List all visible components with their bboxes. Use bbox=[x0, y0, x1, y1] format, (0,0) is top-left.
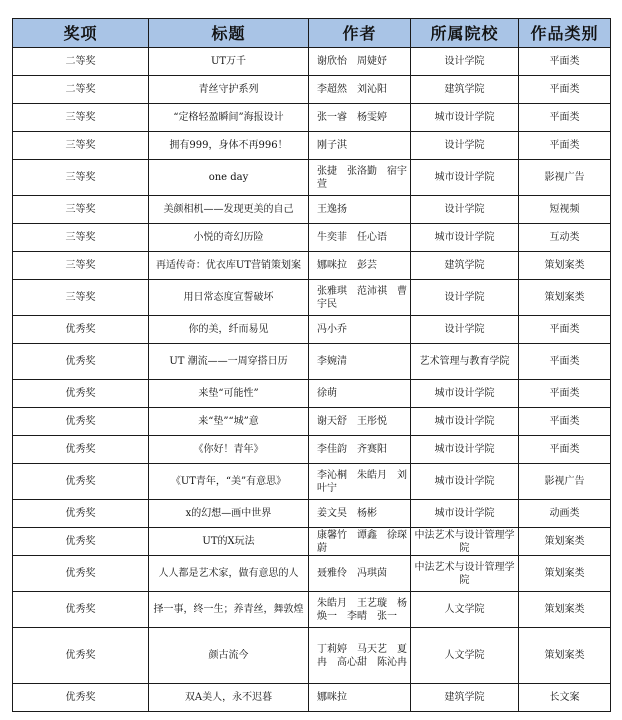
cell-award: 二等奖 bbox=[13, 76, 149, 104]
cell-school: 人文学院 bbox=[411, 628, 519, 684]
table-row bbox=[13, 592, 611, 628]
cell-author: 李佳韵 齐赛阳 bbox=[309, 436, 411, 464]
cell-award: 三等奖 bbox=[13, 132, 149, 160]
cell-award: 优秀奖 bbox=[13, 528, 149, 556]
cell-title: 再适传奇：优衣库UT营销策划案 bbox=[149, 252, 309, 280]
cell-author: 张雅琪 范沛祺 曹宇民 bbox=[309, 280, 411, 316]
cell-category: 平面类 bbox=[519, 132, 611, 160]
cell-title: 你的美，纤而易见 bbox=[149, 316, 309, 344]
cell-school: 设计学院 bbox=[411, 132, 519, 160]
cell-category: 短视频 bbox=[519, 196, 611, 224]
table-row bbox=[13, 196, 611, 224]
cell-author: 娜咪拉 bbox=[309, 684, 411, 712]
header-row bbox=[13, 19, 611, 48]
header-author: 作者 bbox=[309, 19, 411, 48]
cell-category: 平面类 bbox=[519, 344, 611, 380]
cell-school: 设计学院 bbox=[411, 280, 519, 316]
cell-category: 影视广告 bbox=[519, 160, 611, 196]
cell-award: 优秀奖 bbox=[13, 628, 149, 684]
cell-category: 平面类 bbox=[519, 48, 611, 76]
table-row bbox=[13, 436, 611, 464]
cell-school: 建筑学院 bbox=[411, 252, 519, 280]
cell-award: 三等奖 bbox=[13, 160, 149, 196]
cell-title: 拥有999，身体不再996！ bbox=[149, 132, 309, 160]
cell-author: 朱皓月 王艺璇 杨焕一 李晴 张一 bbox=[309, 592, 411, 628]
cell-category: 长文案 bbox=[519, 684, 611, 712]
cell-category: 策划案类 bbox=[519, 280, 611, 316]
cell-award: 优秀奖 bbox=[13, 316, 149, 344]
table-row bbox=[13, 224, 611, 252]
table-row bbox=[13, 684, 611, 712]
cell-author: 张一睿 杨雯婷 bbox=[309, 104, 411, 132]
cell-school: 城市设计学院 bbox=[411, 160, 519, 196]
cell-school: 设计学院 bbox=[411, 196, 519, 224]
table-body bbox=[13, 48, 611, 712]
table-row bbox=[13, 500, 611, 528]
cell-category: 策划案类 bbox=[519, 252, 611, 280]
cell-school: 人文学院 bbox=[411, 592, 519, 628]
cell-school: 城市设计学院 bbox=[411, 104, 519, 132]
cell-school: 城市设计学院 bbox=[411, 436, 519, 464]
cell-award: 三等奖 bbox=[13, 104, 149, 132]
cell-category: 平面类 bbox=[519, 380, 611, 408]
cell-category: 平面类 bbox=[519, 76, 611, 104]
cell-school: 城市设计学院 bbox=[411, 500, 519, 528]
cell-title: UT万千 bbox=[149, 48, 309, 76]
cell-author: 王逸扬 bbox=[309, 196, 411, 224]
header-school: 所属院校 bbox=[411, 19, 519, 48]
cell-author: 丁莉婷 马天艺 夏冉 高心甜 陈沁冉 bbox=[309, 628, 411, 684]
cell-category: 平面类 bbox=[519, 436, 611, 464]
cell-title: 用日常态度宣誓破坏 bbox=[149, 280, 309, 316]
cell-author: 李超然 刘沁阳 bbox=[309, 76, 411, 104]
cell-school: 建筑学院 bbox=[411, 76, 519, 104]
cell-author: 徐萌 bbox=[309, 380, 411, 408]
table-row bbox=[13, 344, 611, 380]
cell-title: 小悦的奇幻历险 bbox=[149, 224, 309, 252]
cell-author: 娜咪拉 彭芸 bbox=[309, 252, 411, 280]
table-row bbox=[13, 628, 611, 684]
cell-author: 谢欣怡 周婕妤 bbox=[309, 48, 411, 76]
cell-title: 青丝守护系列 bbox=[149, 76, 309, 104]
cell-award: 优秀奖 bbox=[13, 684, 149, 712]
cell-category: 策划案类 bbox=[519, 556, 611, 592]
cell-category: 策划案类 bbox=[519, 528, 611, 556]
cell-author: 冯小乔 bbox=[309, 316, 411, 344]
cell-title: 《UT青年，“美”有意思》 bbox=[149, 464, 309, 500]
cell-school: 城市设计学院 bbox=[411, 380, 519, 408]
cell-title: one day bbox=[149, 160, 309, 196]
cell-category: 互动类 bbox=[519, 224, 611, 252]
cell-title: “定格轻盈瞬间”海报设计 bbox=[149, 104, 309, 132]
cell-author: 张捷 张洛勤 宿宇萱 bbox=[309, 160, 411, 196]
table-row bbox=[13, 160, 611, 196]
cell-author: 聂雅伶 冯琪茵 bbox=[309, 556, 411, 592]
header-category: 作品类别 bbox=[519, 19, 611, 48]
header-title: 标题 bbox=[149, 19, 309, 48]
cell-author: 李婉清 bbox=[309, 344, 411, 380]
table-row bbox=[13, 464, 611, 500]
cell-school: 城市设计学院 bbox=[411, 408, 519, 436]
cell-author: 牛奕菲 任心语 bbox=[309, 224, 411, 252]
cell-school: 城市设计学院 bbox=[411, 464, 519, 500]
cell-award: 优秀奖 bbox=[13, 500, 149, 528]
cell-title: 择一事，终一生；养青丝，舞敦煌 bbox=[149, 592, 309, 628]
cell-author: 李沁桐 朱皓月 刘叶宁 bbox=[309, 464, 411, 500]
cell-school: 中法艺术与设计管理学院 bbox=[411, 528, 519, 556]
cell-award: 优秀奖 bbox=[13, 380, 149, 408]
cell-school: 建筑学院 bbox=[411, 684, 519, 712]
cell-award: 三等奖 bbox=[13, 224, 149, 252]
table-row bbox=[13, 280, 611, 316]
cell-category: 平面类 bbox=[519, 104, 611, 132]
table-row bbox=[13, 528, 611, 556]
cell-award: 优秀奖 bbox=[13, 344, 149, 380]
cell-category: 平面类 bbox=[519, 408, 611, 436]
cell-author: 谢天舒 王彤悦 bbox=[309, 408, 411, 436]
cell-school: 设计学院 bbox=[411, 316, 519, 344]
cell-school: 城市设计学院 bbox=[411, 224, 519, 252]
cell-category: 策划案类 bbox=[519, 592, 611, 628]
cell-title: 双A美人，永不迟暮 bbox=[149, 684, 309, 712]
cell-author: 刚子淇 bbox=[309, 132, 411, 160]
cell-title: 《你好！青年》 bbox=[149, 436, 309, 464]
table-row bbox=[13, 252, 611, 280]
cell-title: 美颜相机——发现更美的自己 bbox=[149, 196, 309, 224]
cell-title: x的幻想—画中世界 bbox=[149, 500, 309, 528]
table-row bbox=[13, 556, 611, 592]
cell-author: 姜文昊 杨彬 bbox=[309, 500, 411, 528]
cell-award: 二等奖 bbox=[13, 48, 149, 76]
cell-school: 艺术管理与教育学院 bbox=[411, 344, 519, 380]
cell-title: UT的X玩法 bbox=[149, 528, 309, 556]
cell-award: 优秀奖 bbox=[13, 556, 149, 592]
table-row bbox=[13, 316, 611, 344]
cell-school: 中法艺术与设计管理学院 bbox=[411, 556, 519, 592]
table-row bbox=[13, 48, 611, 76]
cell-school: 设计学院 bbox=[411, 48, 519, 76]
cell-category: 影视广告 bbox=[519, 464, 611, 500]
cell-award: 优秀奖 bbox=[13, 592, 149, 628]
cell-author: 康馨竹 谭鑫 徐琛蔚 bbox=[309, 528, 411, 556]
cell-award: 三等奖 bbox=[13, 280, 149, 316]
cell-award: 优秀奖 bbox=[13, 436, 149, 464]
awards-table bbox=[12, 18, 611, 712]
cell-category: 平面类 bbox=[519, 316, 611, 344]
cell-title: 人人都是艺术家，做有意思的人 bbox=[149, 556, 309, 592]
table-row bbox=[13, 380, 611, 408]
table-row bbox=[13, 132, 611, 160]
cell-title: 来“垫”“城”意 bbox=[149, 408, 309, 436]
cell-award: 优秀奖 bbox=[13, 408, 149, 436]
table-row bbox=[13, 104, 611, 132]
cell-title: 来垫“可能性” bbox=[149, 380, 309, 408]
cell-category: 策划案类 bbox=[519, 628, 611, 684]
cell-title: UT 潮流——一周穿搭日历 bbox=[149, 344, 309, 380]
cell-title: 颜古流今 bbox=[149, 628, 309, 684]
cell-award: 三等奖 bbox=[13, 252, 149, 280]
table-row bbox=[13, 76, 611, 104]
header-award: 奖项 bbox=[13, 19, 149, 48]
cell-award: 三等奖 bbox=[13, 196, 149, 224]
table-row bbox=[13, 408, 611, 436]
cell-award: 优秀奖 bbox=[13, 464, 149, 500]
cell-category: 动画类 bbox=[519, 500, 611, 528]
